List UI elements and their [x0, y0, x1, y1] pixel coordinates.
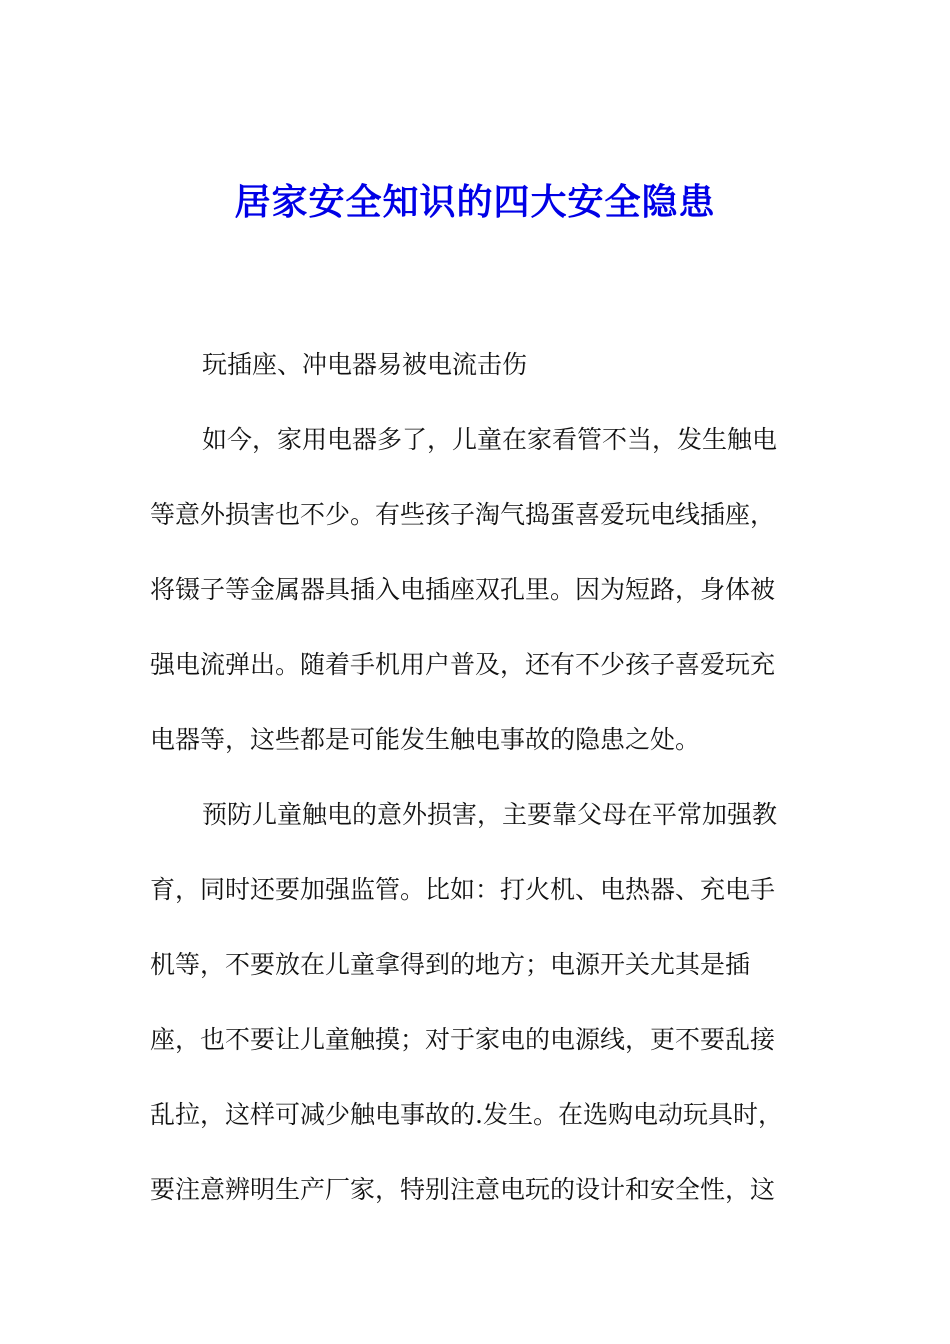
paragraph-line: 电器等，这些都是可能发生触电事故的隐患之处。 — [150, 725, 701, 754]
paragraph-line: 座，也不要让儿童触摸；对于家电的电源线，更不要乱接 — [150, 1025, 776, 1054]
paragraph-line: 机等，不要放在儿童拿得到的地方；电源开关尤其是插 — [150, 950, 751, 979]
paragraph-line: 强电流弹出。随着手机用户普及，还有不少孩子喜爱玩充 — [150, 650, 776, 679]
paragraph-line: 预防儿童触电的意外损害，主要靠父母在平常加强教 — [202, 800, 778, 829]
paragraph-line: 等意外损害也不少。有些孩子淘气捣蛋喜爱玩电线插座， — [150, 500, 776, 529]
paragraph-line: 要注意辨明生产厂家，特别注意电玩的设计和安全性，这 — [150, 1175, 776, 1204]
paragraph-line: 如今，家用电器多了，儿童在家看管不当，发生触电 — [202, 425, 778, 454]
paragraph-line: 乱拉，这样可减少触电事故的.发生。在选购电动玩具时， — [150, 1100, 783, 1129]
paragraph-line: 将镊子等金属器具插入电插座双孔里。因为短路，身体被 — [150, 575, 776, 604]
paragraph-line: 育，同时还要加强监管。比如：打火机、电热器、充电手 — [150, 875, 776, 904]
document-title: 居家安全知识的四大安全隐患 — [234, 181, 716, 223]
paragraph-heading: 玩插座、冲电器易被电流击伤 — [202, 350, 528, 379]
document-body — [150, 327, 792, 1227]
